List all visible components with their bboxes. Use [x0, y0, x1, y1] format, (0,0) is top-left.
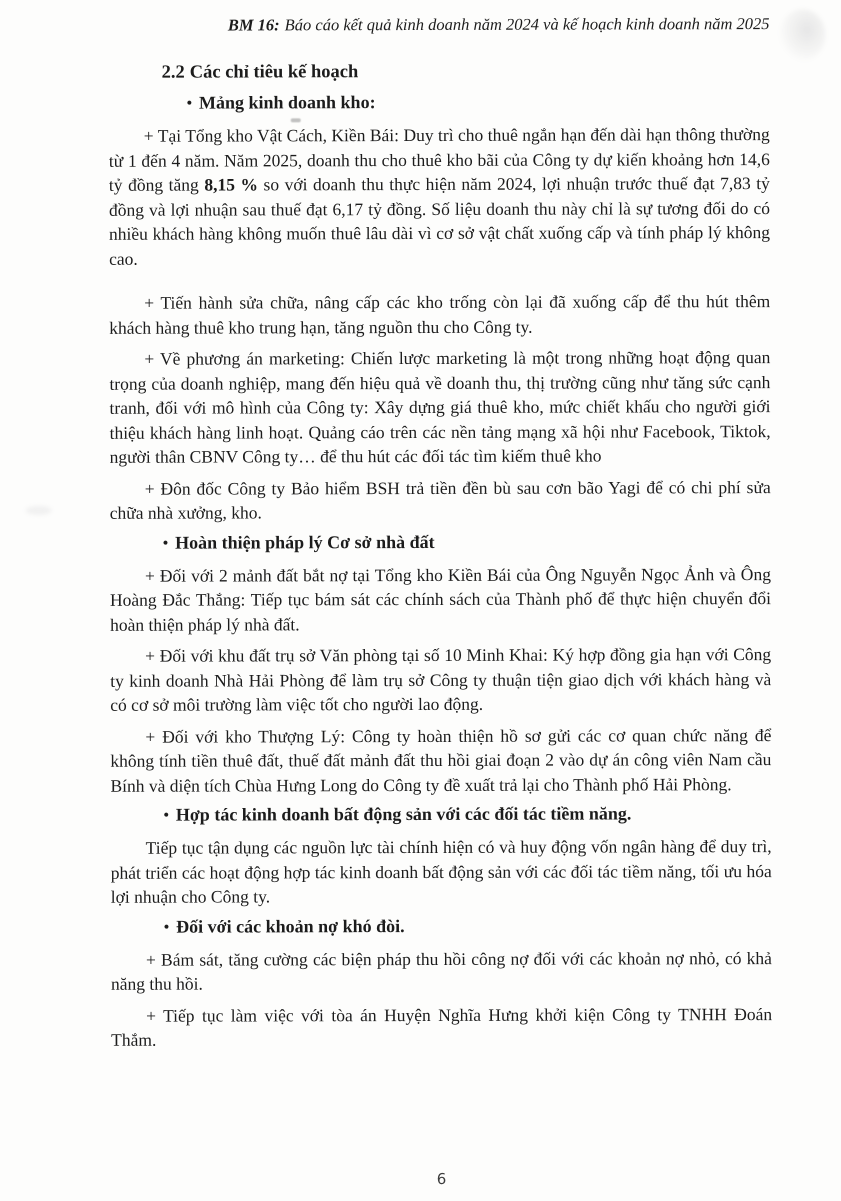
- bullet-marker: •: [163, 807, 169, 824]
- bullet-heading: [164, 913, 772, 941]
- text-run: + Đối với 2 mảnh đất bắt nợ tại Tổng kho Kiền Bái của Ông Nguyễn Ngọc Ảnh và Ông Hoàng Đắc Thắng: Tiếp tục bám sát các chính sách của Thành phố để thực hiện chuyển đổi hoàn thiện pháp lý nhà đất.: [109, 563, 772, 635]
- text-run: so với doanh thu thực hiện năm 2024, lợi nhuận trước thuế đạt 7,83 tỷ đồng và lợi nhuận sau thuế đạt 6,17 tỷ đồng. Số liệu doanh thu này chỉ là sự tương đối do có nhiều khách hàng không muốn thuê lâu dài vì cơ sở vật chất xuống cấp và tính pháp lý không cao.: [108, 173, 771, 269]
- emphasized-text-run: 8,15 %: [204, 174, 259, 195]
- paragraph: [110, 723, 771, 798]
- text-run: Tiếp tục tận dụng các nguồn lực tài chính hiện có và huy động vốn ngân hàng để duy trì, phát triển các hoạt động hợp tác kinh doanh bất động sản với các đối tác tiềm năng, tối ưu hóa lợi nhuận cho Công ty.: [110, 836, 772, 907]
- bullet-heading: [187, 89, 770, 117]
- paragraph: [110, 475, 771, 526]
- paragraph: [110, 642, 771, 717]
- bullet-heading-text: Hợp tác kinh doanh bất động sản với các đối tác tiềm năng.: [175, 803, 632, 825]
- scan-artifact: [26, 506, 52, 515]
- section-number: 2.2: [161, 62, 185, 83]
- document-title: Báo cáo kết quả kinh doanh năm 2024 và kế hoạch kinh doanh năm 2025: [284, 14, 770, 35]
- paragraph: [110, 562, 771, 637]
- text-run: + Tiến hành sửa chữa, nâng cấp các kho trống còn lại đã xuống cấp để thu hút thêm khách hàng thuê kho trung hạn, tăng nguồn thu cho Công ty.: [109, 291, 771, 338]
- bullet-heading-text: Mảng kinh doanh kho:: [198, 92, 376, 113]
- paragraph: [111, 946, 772, 997]
- text-run: + Về phương án marketing: Chiến lược marketing là một trong những hoạt động quan trọng của doanh nghiệp, mang đến hiệu quả về doanh thu, thị trường cũng như tăng sức cạnh tranh, đối với mô hình của Công ty: Xây dựng giá thuê kho, mức chiết khấu cho người giới thiệu khách hàng linh hoạt. Quảng cáo trên các nền tảng mạng xã hội như Facebook, Tiktok, người thân CBNV Công ty… để thu hút các đối tác tìm kiếm thuê kho: [109, 347, 771, 467]
- paragraph: [109, 122, 770, 271]
- bullet-marker: •: [186, 95, 192, 112]
- text-run: + Đôn đốc Công ty Bảo hiểm BSH trả tiền đền bù sau cơn bão Yagi để có chi phí sửa chữa nhà xưởng, kho.: [109, 476, 771, 523]
- bullet-heading-text: Hoàn thiện pháp lý Cơ sở nhà đất: [175, 531, 435, 553]
- document-header: [108, 13, 769, 37]
- text-run: + Bám sát, tăng cường các biện pháp thu hồi công nợ đối với các khoản nợ nhỏ, có khả năng thu hồi.: [110, 947, 772, 994]
- paragraph: [111, 834, 772, 909]
- text-run: + Đối với khu đất trụ sở Văn phòng tại số 10 Minh Khai: Ký hợp đồng gia hạn với Công ty kinh doanh Nhà Hải Phòng để làm trụ sở Công ty thuận tiện giao dịch với khách hàng và có cơ sở môi trường làm việc tốt cho người lao động.: [110, 644, 772, 715]
- paragraph: [109, 345, 770, 469]
- paragraph: [109, 289, 770, 340]
- bullet-heading: [163, 529, 771, 557]
- text-run: + Tại Tổng kho Vật Cách, Kiền Bái: Duy trì cho thuê ngắn hạn đến dài hạn thông thường từ 1 đến 4 năm. Năm 2025, doanh thu cho thuê kho bãi của Công ty dự kiến khoảng hơn 14,6 tỷ đồng tăng: [108, 124, 770, 195]
- section-heading: [162, 59, 770, 86]
- bullet-heading: [164, 801, 772, 829]
- text-run: + Tiếp tục làm việc với tòa án Huyện Nghĩa Hưng khởi kiện Công ty TNHH Đoán Thắm.: [111, 1003, 773, 1050]
- section-title: Các chỉ tiêu kế hoạch: [189, 62, 359, 83]
- text-run: + Đối với kho Thượng Lý: Công ty hoàn thiện hồ sơ gửi các cơ quan chức năng để không tính tiền thuê đất, thuế đất mảnh đất thu hồi giai đoạn 2 vào dự án công viên Nam cầu Bính và diện tích Chùa Hưng Long do Công ty đề xuất trả lại cho Thành phố Hải Phòng.: [110, 724, 772, 796]
- page-number: 6: [436, 1169, 447, 1188]
- form-code: BM 16:: [227, 15, 280, 35]
- paragraph: [111, 1002, 772, 1053]
- document-content: [109, 89, 773, 1052]
- bullet-marker: •: [162, 535, 169, 552]
- scan-artifact: [779, 9, 825, 61]
- bullet-heading-text: Đối với các khoản nợ khó đòi.: [176, 915, 405, 937]
- bullet-marker: •: [163, 919, 170, 936]
